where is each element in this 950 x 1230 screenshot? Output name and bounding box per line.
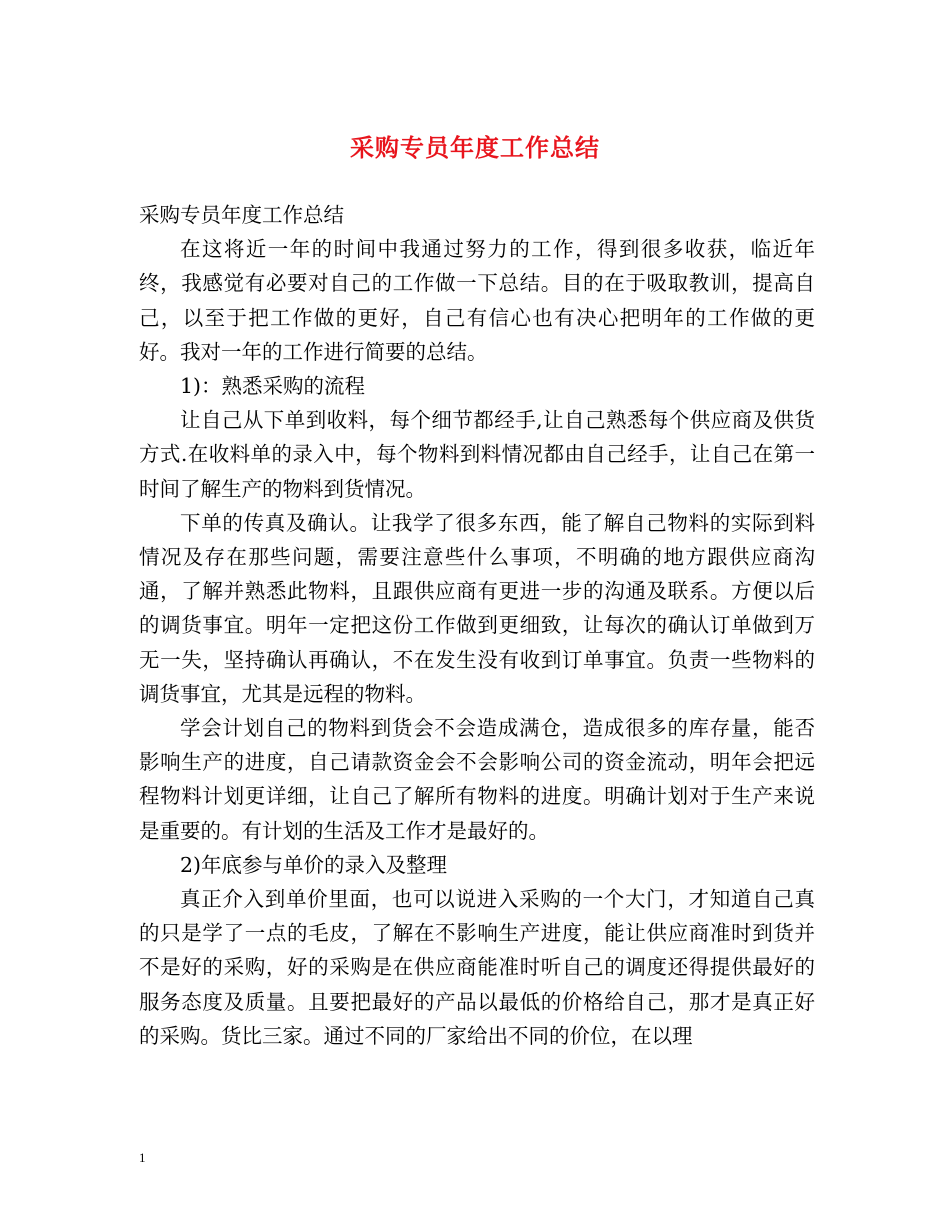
document-title: 采购专员年度工作总结	[350, 133, 600, 162]
paragraph-order-confirmation: 下单的传真及确认。让我学了很多东西，能了解自己物料的实际到料情况及存在那些问题，需要注意些什么事项，不明确的地方跟供应商沟通，了解并熟悉此物料，且跟供应商有更进一步的沟通及联系。方便以后的调货事宜。明年一定把这份工作做到更细致，让每次的确认订单做到万无一失，坚持确认再确认，不在发生没有收到订单事宜。负责一些物料的调货事宜，尤其是远程的物料。	[139, 510, 815, 706]
paragraph-receiving: 让自己从下单到收料，每个细节都经手,让自己熟悉每个供应商及供货方式.在收料单的录入中，每个物料到料情况都由自己经手，让自己在第一时间了解生产的物料到货情况。	[139, 408, 815, 501]
paragraph-subtitle: 采购专员年度工作总结	[139, 203, 344, 227]
paragraph-intro: 在这将近一年的时间中我通过努力的工作，得到很多收获，临近年终，我感觉有必要对自己的工作做一下总结。目的在于吸取教训，提高自己，以至于把工作做的更好，自己有信心也有决心把明年的工作做的更好。我对一年的工作进行简要的总结。	[139, 237, 815, 364]
document-body	[139, 198, 815, 1053]
paragraph-planning: 学会计划自己的物料到货会不会造成满仓，造成很多的库存量，能否影响生产的进度，自己请款资金会不会影响公司的资金流动，明年会把远程物料计划更详细，让自己了解所有物料的进度。明确计划对于生产来说是重要的。有计划的生活及工作才是最好的。	[139, 716, 815, 843]
paragraph-unit-price: 真正介入到单价里面，也可以说进入采购的一个大门，才知道自己真的只是学了一点的毛皮，了解在不影响生产进度，能让供应商准时到货并不是好的采购，好的采购是在供应商能准时听自己的调度还得提供最好的服务态度及质量。且要把最好的产品以最低的价格给自己，那才是真正好的采购。货比三家。通过不同的厂家给出不同的价位，在以理	[139, 887, 815, 1048]
section-heading-1: 1)：熟悉采购的流程	[180, 374, 366, 399]
section-heading-2: 2)年底参与单价的录入及整理	[180, 852, 448, 877]
page-number: 1	[139, 1150, 146, 1165]
